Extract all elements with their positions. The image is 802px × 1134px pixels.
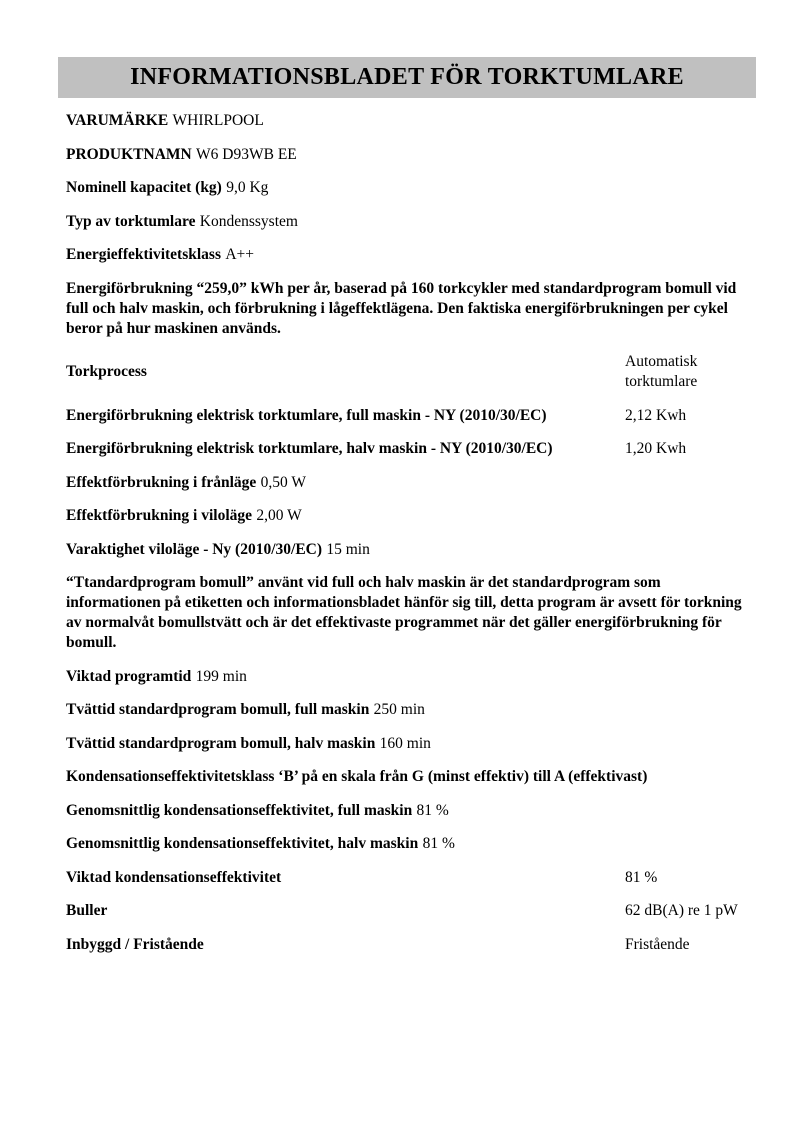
field-row-builtin-freestanding	[66, 935, 742, 955]
document-body	[66, 111, 742, 955]
field-value: 15 min	[326, 540, 370, 558]
field-value: 1,20 Kwh	[625, 440, 687, 457]
field-label: Inbyggd / Fristående	[66, 935, 204, 953]
field-label: Viktad kondensationseffektivitet	[66, 868, 282, 886]
field-label: Nominell kapacitet (kg)	[66, 179, 222, 196]
field-value: 81 %	[416, 801, 449, 819]
field-row-weighted-condensation	[66, 868, 742, 888]
field-label: Genomsnittlig kondensationseffektivitet, full maskin	[66, 801, 413, 819]
field-row-dryer-type	[66, 212, 742, 232]
field-label: Torkprocess	[66, 363, 147, 380]
field-label: Varaktighet viloläge - Ny (2010/30/EC)	[66, 540, 323, 558]
field-row-wash-time-full-load	[66, 700, 742, 720]
field-value: 9,0 Kg	[226, 179, 269, 196]
field-value: WHIRLPOOL	[172, 112, 264, 129]
field-row-condensation-half-load	[66, 834, 742, 854]
title-bar	[58, 57, 756, 98]
field-label: Energiförbrukning elektrisk torktumlare, halv maskin - NY (2010/30/EC)	[66, 440, 553, 457]
field-value: 81 %	[625, 868, 658, 886]
field-value: Fristående	[625, 935, 690, 953]
field-label: Effektförbrukning i frånläge	[66, 473, 257, 491]
field-label: Energiförbrukning elektrisk torktumlare, full maskin - NY (2010/30/EC)	[66, 406, 547, 424]
field-row-drying-process	[66, 352, 742, 392]
field-value: 250 min	[373, 701, 425, 718]
field-label: VARUMÄRKE	[66, 112, 169, 129]
field-row-product-name	[66, 145, 742, 165]
energy-consumption-paragraph: Energiförbrukning “259,0” kWh per år, baserad på 160 torkcykler med standardprogram bomull vid full och halv maskin, och förbrukning i lågeffektlägena. Den faktiska energiförbrukningen per cykel beror på hur maskinen används.	[66, 279, 737, 337]
field-value: 0,50 W	[260, 473, 306, 491]
field-row-energy-half-load	[66, 439, 742, 459]
field-value: Automatisk torktumlare	[625, 353, 698, 390]
field-label: Genomsnittlig kondensationseffektivitet, halv maskin	[66, 835, 419, 852]
field-value: 2,00 W	[256, 507, 302, 524]
standard-program-paragraph: “Ttandardprogram bomull” använt vid full och halv maskin är det standardprogram som informationen på etiketten och informationsbladet hänför sig till, detta program är avsett för torkning av normalvåt bomullstvätt och är det effektivaste programmet när det gäller energiförbrukning för bomull.	[66, 574, 742, 651]
field-value: 199 min	[195, 667, 247, 685]
field-row-brand	[66, 111, 742, 131]
field-value: 2,12 Kwh	[625, 406, 687, 424]
field-row-power-standby-mode	[66, 506, 742, 526]
field-row-power-off-mode	[66, 473, 742, 493]
field-label: PRODUKTNAMN	[66, 145, 192, 163]
field-value: W6 D93WB EE	[196, 145, 297, 163]
field-label: Effektförbrukning i viloläge	[66, 507, 253, 524]
field-value: 160 min	[379, 734, 431, 752]
field-value: 62 dB(A) re 1 pW	[625, 902, 738, 919]
field-value: A++	[225, 246, 254, 263]
condensation-class-paragraph: Kondensationseffektivitetsklass ‘B’ på en skala från G (minst effektiv) till A (effektivast)	[66, 768, 648, 785]
field-row-condensation-full-load	[66, 801, 742, 821]
field-value: Kondenssystem	[199, 212, 298, 230]
page-title: INFORMATIONSBLADET FÖR TORKTUMLARE	[130, 64, 684, 90]
field-label: Typ av torktumlare	[66, 212, 196, 230]
field-label: Energieffektivitetsklass	[66, 246, 221, 263]
field-row-weighted-program-time	[66, 667, 742, 687]
field-row-capacity	[66, 178, 742, 198]
field-label: Buller	[66, 902, 108, 919]
field-value: 81 %	[422, 835, 455, 852]
field-row-noise	[66, 901, 742, 921]
field-label: Tvättid standardprogram bomull, halv maskin	[66, 734, 376, 752]
field-row-standby-duration	[66, 540, 742, 560]
field-row-wash-time-half-load	[66, 734, 742, 754]
field-row-energy-full-load	[66, 406, 742, 426]
field-label: Tvättid standardprogram bomull, full maskin	[66, 701, 370, 718]
field-row-energy-class	[66, 245, 742, 265]
field-label: Viktad programtid	[66, 667, 192, 685]
